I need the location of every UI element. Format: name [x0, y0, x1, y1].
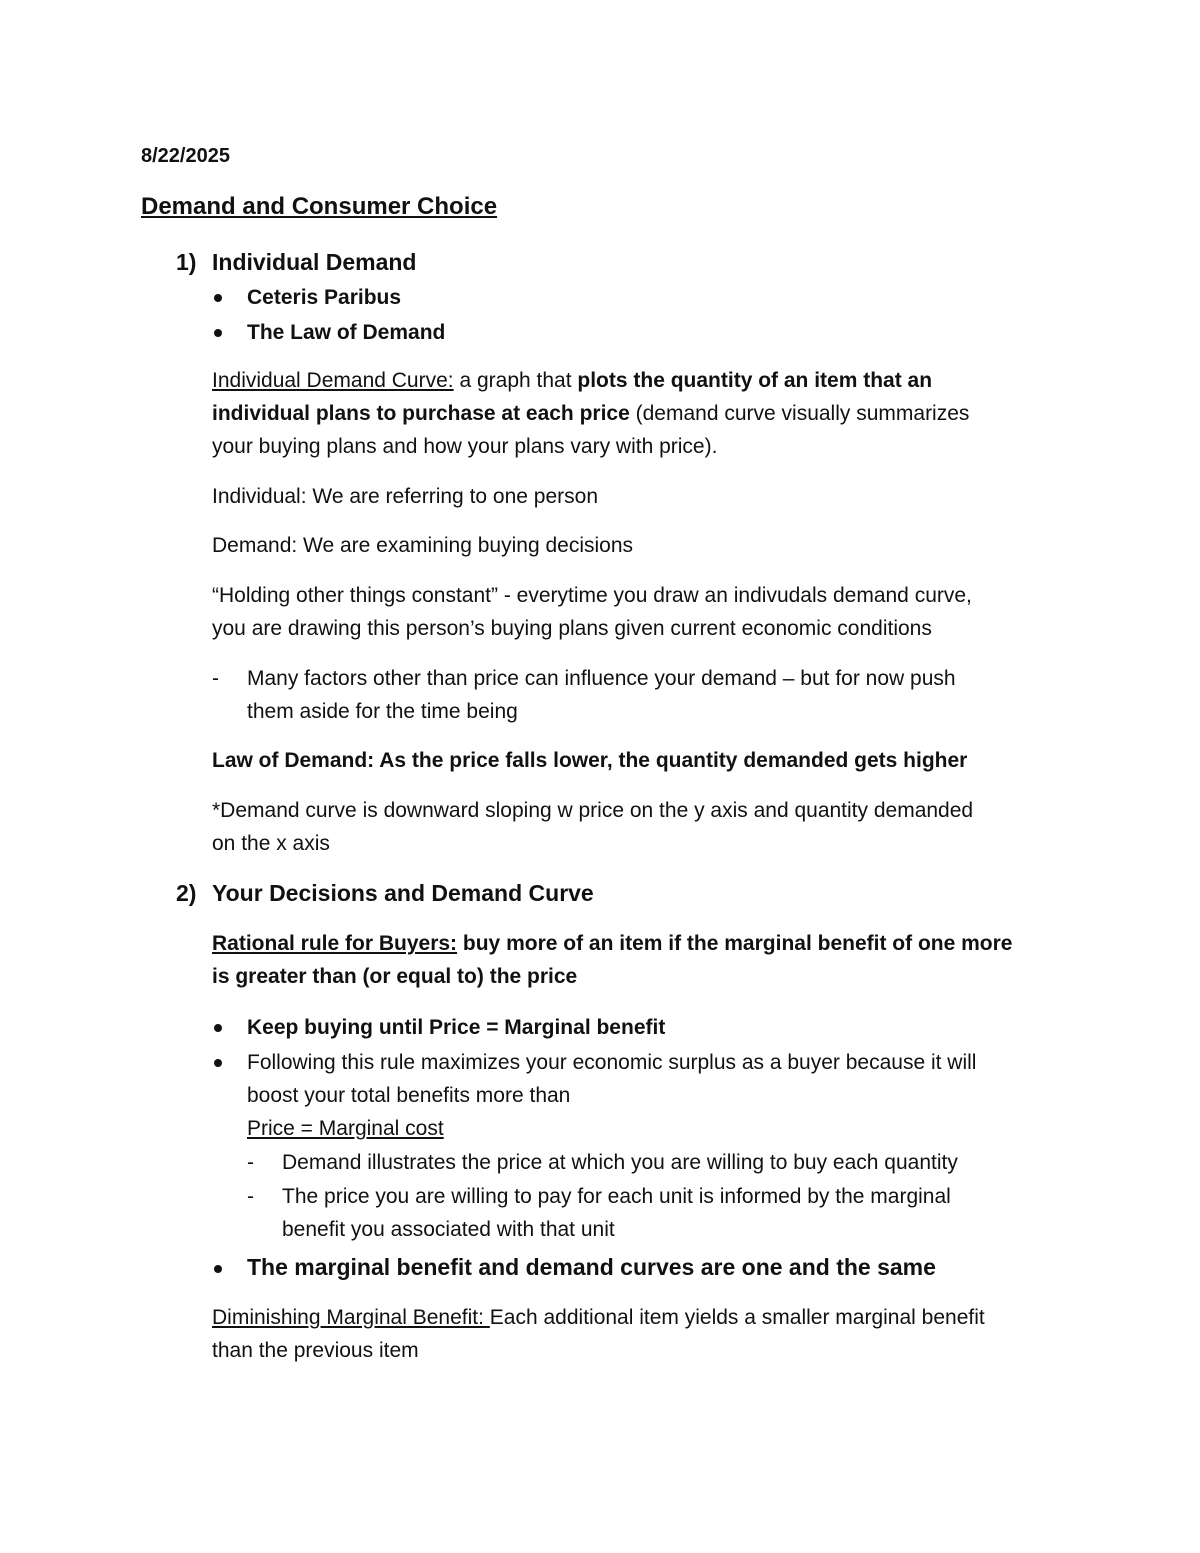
bullet-dot: [214, 294, 222, 302]
price-marginal-cost: Price = Marginal cost: [247, 1117, 444, 1140]
demand-def: Demand: We are examining buying decisions: [212, 534, 634, 557]
bullet-dot: [214, 1265, 222, 1273]
idc-text: a graph that: [453, 369, 578, 392]
bullet-law-of-demand: The Law of Demand: [247, 321, 446, 344]
sub-item-price-line-1: The price you are willing to pay for each unit is informed by the marginal: [282, 1185, 951, 1208]
section1-number: 1): [176, 249, 197, 275]
section2-number: 2): [176, 880, 197, 906]
bullet-dot: [214, 1024, 222, 1032]
section1-heading: Individual Demand: [212, 249, 417, 275]
bullet-dot: [214, 1059, 222, 1067]
note-line-2: on the x axis: [212, 832, 330, 855]
date: 8/22/2025: [141, 145, 230, 167]
individual-def: Individual: We are referring to one person: [212, 485, 598, 508]
sub-item-demand: Demand illustrates the price at which you are willing to buy each quantity: [282, 1151, 958, 1174]
page-title: Demand and Consumer Choice: [141, 193, 498, 220]
dmb-text: Each additional item yields a smaller marginal benefit: [489, 1306, 985, 1329]
idc-text: (demand curve visually summarizes: [629, 402, 970, 425]
dash-item-line-1: Many factors other than price can influence your demand – but for now push: [247, 667, 956, 690]
idc-bold: individual plans to purchase at each price: [212, 402, 630, 425]
holding-line-1: “Holding other things constant” - everytime you draw an indivudals demand curve,: [212, 584, 972, 607]
holding-line-2: you are drawing this person’s buying plans given current economic conditions: [212, 617, 932, 640]
section2-heading: Your Decisions and Demand Curve: [212, 880, 594, 906]
dmb-line-1: [212, 1301, 985, 1334]
bullet-ceteris-paribus: Ceteris Paribus: [247, 286, 402, 309]
dash-marker: -: [247, 1185, 254, 1208]
note-line-1: *Demand curve is downward sloping w price on the y axis and quantity demanded: [212, 799, 974, 822]
rule-term: Rational rule for Buyers:: [212, 932, 458, 955]
idc-term: Individual Demand Curve:: [212, 369, 454, 392]
rule-line-1: [212, 927, 1012, 960]
dash-marker: -: [212, 667, 219, 690]
dash-item-line-2: them aside for the time being: [247, 700, 518, 723]
law-of-demand-statement: Law of Demand: As the price falls lower, the quantity demanded gets higher: [212, 749, 968, 772]
idc-bold: plots the quantity of an item that an: [577, 369, 933, 392]
idc-line-3: your buying plans and how your plans vary with price).: [212, 435, 718, 458]
sub-item-price-line-2: benefit you associated with that unit: [282, 1218, 615, 1241]
dmb-line-2: than the previous item: [212, 1339, 419, 1362]
bullet-mb-demand-same: The marginal benefit and demand curves are one and the same: [247, 1254, 936, 1280]
dash-marker: -: [247, 1151, 254, 1174]
bullet-dot: [214, 329, 222, 337]
idc-line-2: [212, 397, 969, 430]
rule-text: buy more of an item if the marginal benefit of one more: [457, 932, 1013, 955]
dmb-term: Diminishing Marginal Benefit:: [212, 1306, 490, 1329]
bullet-keep-buying: Keep buying until Price = Marginal benefit: [247, 1016, 666, 1039]
idc-line-1: [212, 364, 932, 397]
rule-line-2: is greater than (or equal to) the price: [212, 965, 578, 988]
bullet-following-line-1: Following this rule maximizes your economic surplus as a buyer because it will: [247, 1051, 977, 1074]
bullet-following-line-2: boost your total benefits more than: [247, 1084, 571, 1107]
